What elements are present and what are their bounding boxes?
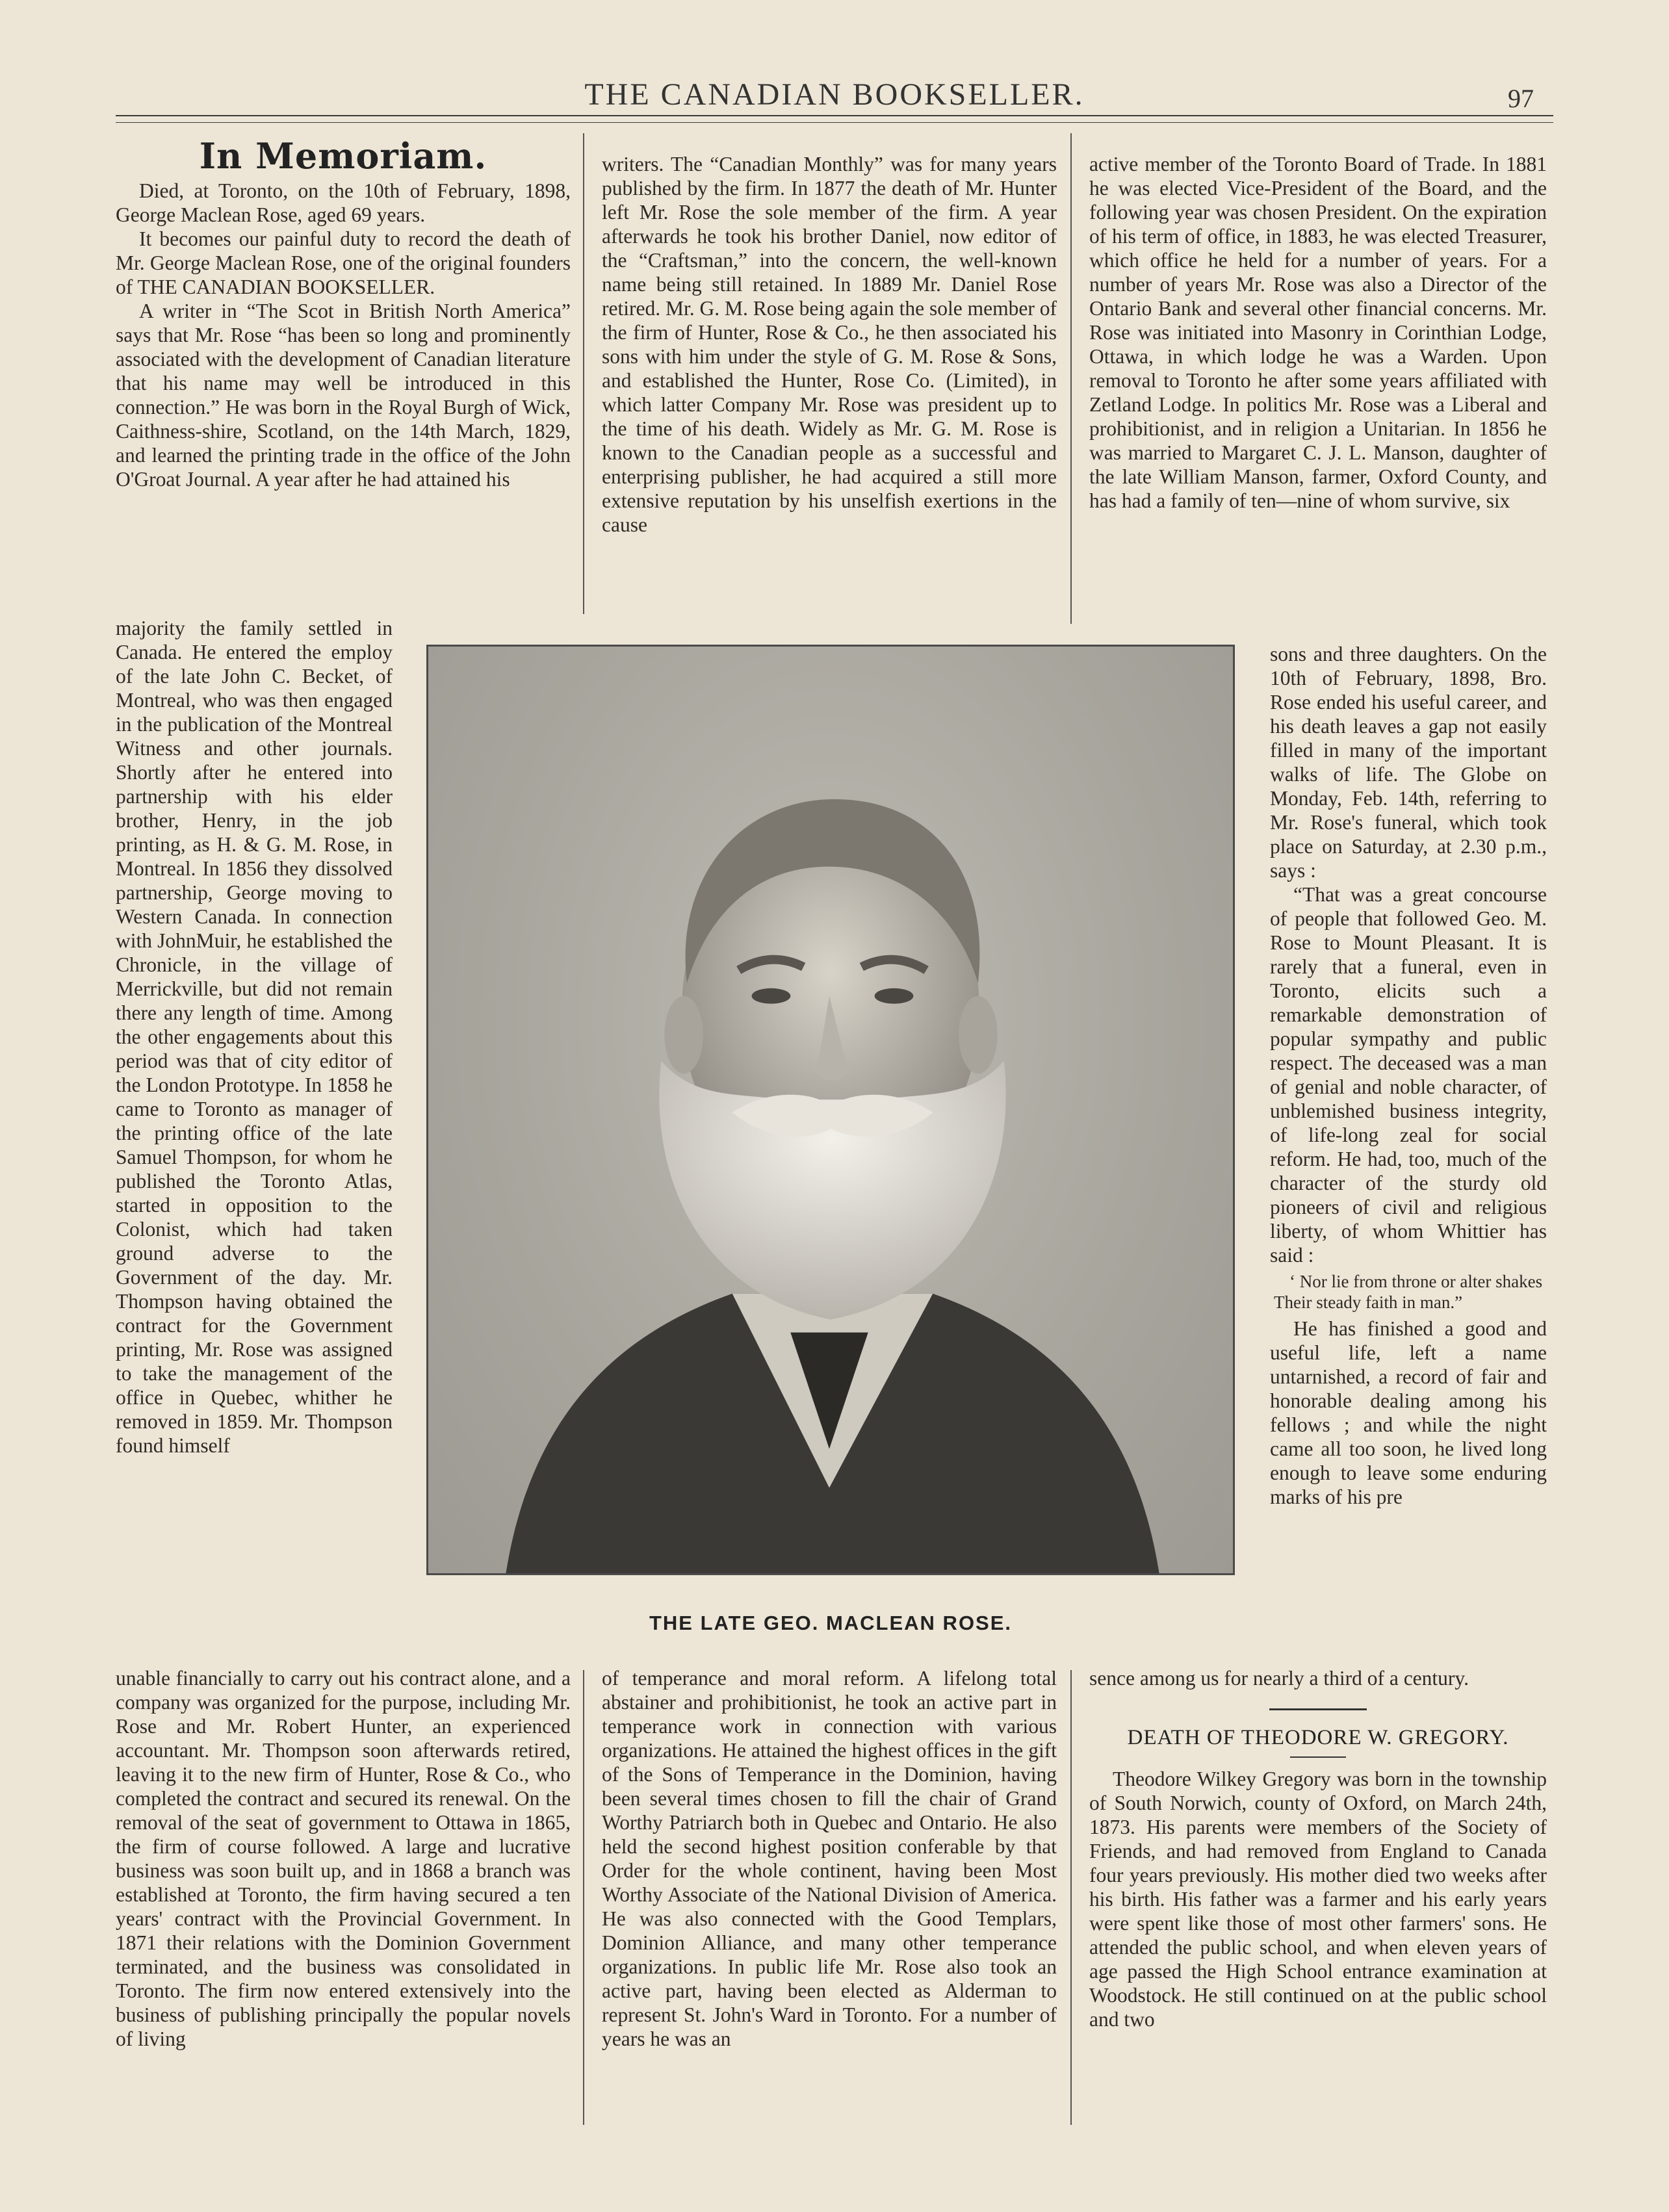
poem-quote: [1270, 1271, 1547, 1313]
in-memoriam-heading: In Memoriam.: [199, 135, 487, 177]
photo-caption: THE LATE GEO. MACLEAN ROSE.: [649, 1612, 1013, 1634]
section-divider: [1269, 1708, 1367, 1710]
column-1-top: [116, 135, 571, 491]
paragraph: sence among us for nearly a third of a century.: [1089, 1667, 1469, 1690]
paragraph: majority the family settled in Canada. He entered the employ of the late John C. Becket, of Montreal, who was then engaged in the publication of the Montreal Witness and other journals. Shortly after he entered into partnership with his elder brother, Henry, in the job printing, as H. & G. M. Rose, in Montreal. In 1856 they dissolved partnership, George moving to Western Canada. In connection with JohnMuir, he established the Chronicle, in the village of Merrickville, but did not remain there any length of time. Among the other engagements about this period was that of city editor of the London Prototype. In 1858 he came to Toronto as manager of the printing office of the late Samuel Thompson, for whom he published the Toronto Atlas, started in opposition to the Colonist, which had taken ground adverse to the Government of the day. Mr. Thompson having obtained the contract for the Government printing, Mr. Rose was assigned to take the management of the office in Quebec, whither he removed in 1859. Mr. Thompson found himself: [116, 617, 393, 1457]
paragraph: It becomes our painful duty to record the death of Mr. George Maclean Rose, one of the original founders of THE CANADIAN BOOKSELLER.: [116, 227, 571, 298]
running-header-title: THE CANADIAN BOOKSELLER.: [584, 77, 1085, 112]
column-divider-1-bottom: [583, 1670, 584, 2125]
column-2-top: [602, 152, 1057, 537]
column-divider-2-bottom: [1070, 1670, 1072, 2125]
paragraph: active member of the Toronto Board of Trade. In 1881 he was elected Vice-President of the Board, and the following year was chosen President. On the expiration of his term of office, in 1883, he was elected Treasurer, which office he held for a number of years. For a number of years Mr. Rose was also a Director of the Ontario Bank and several other financial concerns. Mr. Rose was initiated into Masonry in Corinthian Lodge, Ottawa, in which lodge he was a Warden. Upon removal to Toronto he after some years affiliated with Zetland Lodge. In politics Mr. Rose was a Liberal and prohibitionist, and in religion a Unitarian. In 1856 he was married to Margaret C. J. L. Manson, daughter of the late William Manson, farmer, Oxford County, and has had a family of ten—nine of whom survive, six: [1089, 153, 1547, 512]
portrait-photo: [426, 645, 1235, 1575]
column-2-bottom: [602, 1666, 1057, 2051]
poem-line: Their steady faith in man.”: [1274, 1292, 1463, 1312]
poem-line: ‘ Nor lie from throne or alter shakes: [1289, 1272, 1543, 1291]
page-number: 97: [1508, 84, 1534, 113]
column-3-narrow: [1270, 642, 1547, 1509]
section-divider-small: [1290, 1756, 1346, 1758]
paragraph: sons and three daughters. On the 10th of February, 1898, Bro. Rose ended his useful career, and his death leaves a gap not easily filled in many of the important walks of life. The Globe on Monday, Feb. 14th, referring to Mr. Rose's funeral, which took place on Saturday, at 2.30 p.m., says :: [1270, 643, 1547, 882]
column-3-bottom: [1089, 1666, 1547, 2031]
column-1-bottom: [116, 1666, 571, 2051]
column-divider-1-top: [583, 133, 584, 614]
column-1-narrow: [116, 616, 393, 1458]
portrait-illustration: [428, 647, 1233, 1573]
paragraph: of temperance and moral reform. A lifelong total abstainer and prohibitionist, he took an active part in temperance work in connection with various organizations. He attained the highest offices in the gift of the Sons of Temperance in the Dominion, having been several times chosen to fill the chair of Grand Worthy Patriarch both in Quebec and Ontario. He also held the second highest position conferable by that Order for the whole continent, having been Most Worthy Associate of the National Division of America. He was also connected with the Good Templars, Dominion Alliance, and many other temperance organizations. In public life Mr. Rose also took an active part, having been elected as Alderman to represent St. John's Ward in Toronto. For a number of years he was an: [602, 1667, 1057, 2050]
paragraph: unable financially to carry out his contract alone, and a company was organized for the purpose, including Mr. Rose and Mr. Robert Hunter, an experienced accountant. Mr. Thompson soon afterwards retired, leaving it to the new firm of Hunter, Rose & Co., who completed the contract and secured its renewal. On the removal of the seat of government to Ottawa in 1865, the firm of course followed. A large and lucrative business was soon built up, and in 1868 a branch was established at Toronto, the firm having secured a ten years' contract with the Provincial Government. In 1871 their relations with the Dominion Government terminated, and the business was consolidated in Toronto. The firm now entered extensively into the business of publishing principally the popular novels of living: [116, 1667, 571, 2050]
paragraph: He has finished a good and useful life, left a name untarnished, a record of fair and honorable dealing among his fellows ; and while the night came all too soon, he lived long enough to leave some enduring marks of his pre: [1270, 1317, 1547, 1508]
column-3-top: [1089, 152, 1547, 513]
column-divider-2-top: [1070, 133, 1072, 624]
gregory-heading: DEATH OF THEODORE W. GREGORY.: [1127, 1726, 1509, 1749]
paragraph: Theodore Wilkey Gregory was born in the township of South Norwich, county of Oxford, on March 24th, 1873. His parents were members of the Society of Friends, and had removed from England to Canada four years previously. His mother died two weeks after his birth. His father was a farmer and his early years were spent like those of most other farmers' sons. He attended the public school, and when eleven years of age passed the High School entrance examination at Woodstock. He still continued on at the public school and two: [1089, 1768, 1547, 2031]
paragraph: A writer in “The Scot in British North America” says that Mr. Rose “has been so long and prominently associated with the development of Canadian literature that his name may well be introduced in this connection.” He was born in the Royal Burgh of Wick, Caithness-shire, Scotland, on the 14th March, 1829, and learned the printing trade in the office of the John O'Groat Journal. A year after he had attained his: [116, 300, 571, 491]
header-rule-thin: [116, 122, 1553, 123]
paragraph: “That was a great concourse of people that followed Geo. M. Rose to Mount Pleasant. It is rarely that a funeral, even in Toronto, elicits such a remarkable demonstration of popular sympathy and public respect. The deceased was a man of genial and noble character, of unblemished business integrity, of life-long zeal for social reform. He had, too, much of the character of the sturdy old pioneers of civil and religious liberty, of whom Whittier has said :: [1270, 883, 1547, 1267]
header-rule: [116, 115, 1553, 116]
paragraph: Died, at Toronto, on the 10th of February, 1898, George Maclean Rose, aged 69 years.: [116, 179, 571, 226]
paragraph: writers. The “Canadian Monthly” was for many years published by the firm. In 1877 the death of Mr. Hunter left Mr. Rose the sole member of the firm. A year afterwards he took his brother Daniel, now editor of the “Craftsman,” into the concern, the well-known name being still retained. In 1889 Mr. Daniel Rose retired. Mr. G. M. Rose being again the sole member of the firm of Hunter, Rose & Co., he then associated his sons with him under the style of G. M. Rose & Sons, and established the Hunter, Rose Co. (Limited), in which latter Company Mr. Rose was president up to the time of his death. Widely as Mr. G. M. Rose is known to the Canadian people as a successful and enterprising publisher, he had acquired a still more extensive reputation by his unselfish exertions in the cause: [602, 153, 1057, 536]
